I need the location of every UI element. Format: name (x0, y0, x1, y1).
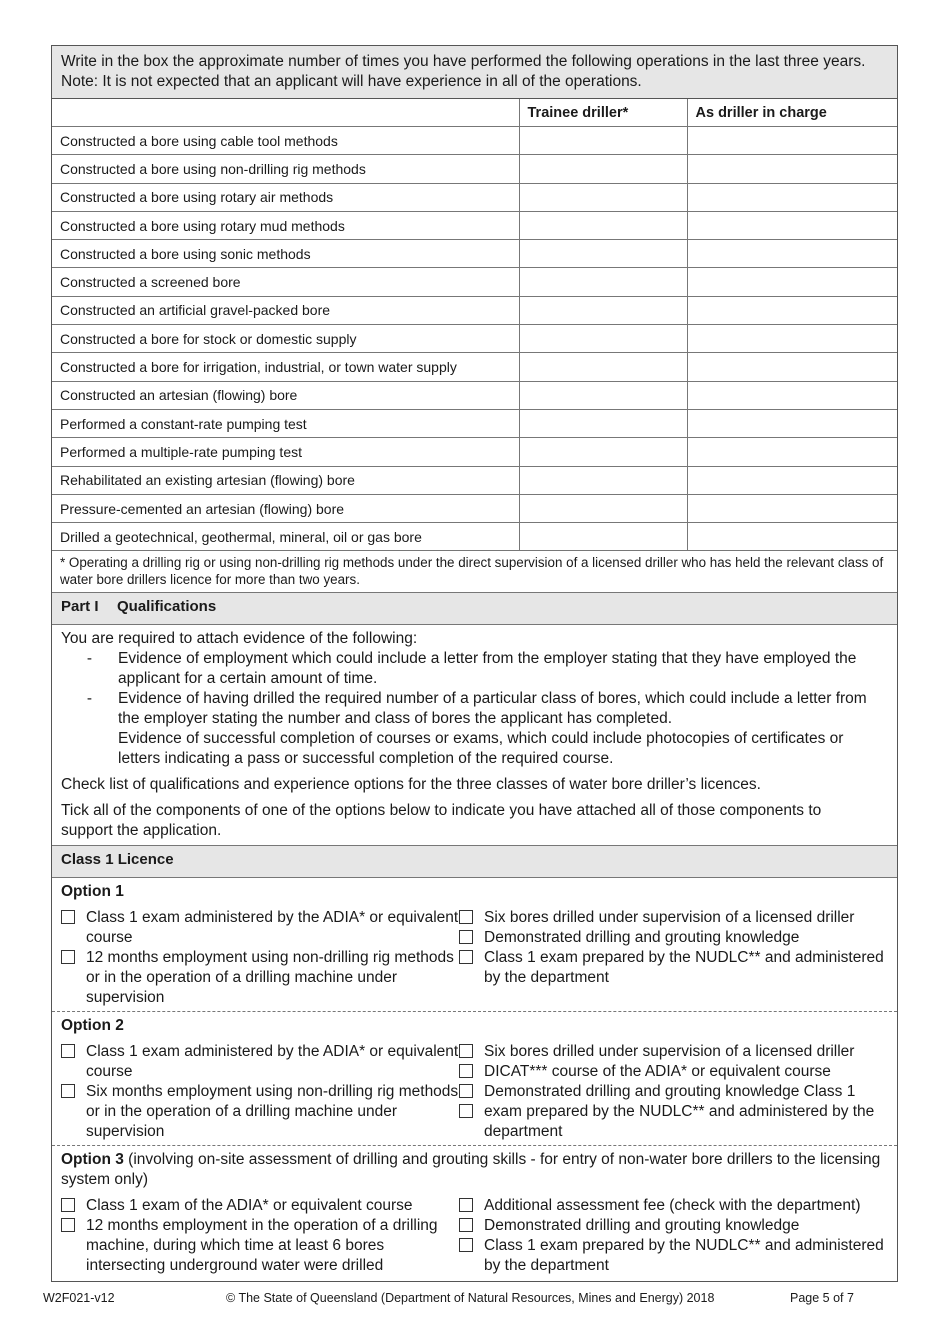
trainee-driller-count-input[interactable] (519, 155, 687, 183)
checklist-item-label: Demonstrated drilling and grouting knowledge (484, 1217, 800, 1235)
trainee-driller-count-input[interactable] (519, 268, 687, 296)
operation-label: Constructed an artificial gravel-packed bore (52, 296, 519, 324)
option-3-subtitle: (involving on-site assessment of drilling and grouting skills - for entry of non-water bore drillers to the licensing system only) (61, 1151, 881, 1189)
copyright: © The State of Queensland (Department of Natural Resources, Mines and Energy) 2018 (226, 1291, 715, 1305)
driller-in-charge-count-input[interactable] (687, 127, 897, 155)
operation-label: Constructed a bore using rotary air methods (52, 183, 519, 211)
checklist-item (61, 908, 459, 948)
trainee-driller-count-input[interactable] (519, 523, 687, 551)
table-row (52, 183, 897, 211)
checklist-item (459, 1196, 889, 1216)
part-i-header (52, 593, 897, 625)
trainee-driller-count-input[interactable] (519, 325, 687, 353)
checklist-item-label: Additional assessment fee (check with the department) (484, 1197, 861, 1215)
bullet-dash: - (86, 650, 93, 668)
driller-in-charge-count-input[interactable] (687, 381, 897, 409)
page-number: Page 5 of 7 (790, 1291, 854, 1305)
checklist-item-label: Demonstrated drilling and grouting knowledge (484, 929, 800, 947)
checklist-item-label: Six bores drilled under supervision of a licensed driller (484, 1043, 855, 1061)
checklist-item-label: Class 1 exam administered by the ADIA* or equivalent course (86, 909, 459, 947)
driller-in-charge-count-input[interactable] (687, 353, 897, 381)
trainee-driller-count-input[interactable] (519, 240, 687, 268)
driller-in-charge-count-input[interactable] (687, 155, 897, 183)
operations-table (52, 99, 897, 551)
checkbox[interactable] (459, 950, 473, 964)
bullet-dash: - (86, 690, 93, 708)
checklist-item-label: Six months employment using non-drilling rig methods or in the operation of a drilling machine under supervision (86, 1083, 459, 1141)
instructions-line-1: Write in the box the approximate number of times you have performed the following operations in the last three years. (61, 53, 866, 70)
checklist-item (61, 1042, 459, 1082)
table-row (52, 211, 897, 239)
table-row (52, 466, 897, 494)
checklist-item (61, 1082, 459, 1142)
checkbox[interactable] (61, 1084, 75, 1098)
checkbox[interactable] (459, 930, 473, 944)
checklist-item (459, 1042, 889, 1062)
driller-in-charge-count-input[interactable] (687, 325, 897, 353)
checklist-item-label: Class 1 exam of the ADIA* or equivalent course (86, 1197, 413, 1215)
checklist-item-label: Six bores drilled under supervision of a licensed driller (484, 909, 855, 927)
operation-label: Constructed a screened bore (52, 268, 519, 296)
checklist-item (459, 1216, 889, 1236)
checklist-item (459, 1236, 889, 1276)
checkbox[interactable] (61, 1218, 75, 1232)
checklist-item (459, 948, 889, 988)
form-code: W2F021-v12 (43, 1291, 115, 1305)
checklist-item (61, 1196, 459, 1216)
driller-in-charge-count-input[interactable] (687, 409, 897, 437)
checklist-item-label: Class 1 exam prepared by the NUDLC** and administered by the department (484, 1237, 884, 1275)
table-row (52, 325, 897, 353)
table-row (52, 155, 897, 183)
checklist-text: Check list of qualifications and experience options for the three classes of water bore driller’s licences. (61, 776, 761, 794)
checkbox[interactable] (459, 1084, 473, 1098)
operation-label: Constructed a bore using non-drilling rig methods (52, 155, 519, 183)
table-row (52, 381, 897, 409)
qualifications-lead: You are required to attach evidence of the following: (61, 630, 418, 648)
class-1-title: Class 1 Licence (61, 851, 174, 869)
table-row (52, 268, 897, 296)
table-row (52, 409, 897, 437)
table-row (52, 127, 897, 155)
operation-label: Constructed a bore using cable tool methods (52, 127, 519, 155)
option-1 (52, 878, 897, 1012)
option-2-title: Option 2 (61, 1017, 124, 1035)
trainee-driller-count-input[interactable] (519, 211, 687, 239)
checkbox[interactable] (459, 1218, 473, 1232)
checklist-item (61, 948, 459, 1008)
trainee-footnote: * Operating a drilling rig or using non-drilling rig methods under the direct supervision of a licensed driller who has held the relevant class of water bore drillers licence for more than two years. (52, 551, 897, 593)
evidence-bores: Evidence of having drilled the required number of a particular class of bores, which could include a letter from the employer stating the number and class of bores the applicant has completed. (118, 690, 867, 728)
part-title: Qualifications (117, 598, 217, 616)
checkbox[interactable] (459, 1104, 473, 1118)
operation-label: Constructed an artesian (flowing) bore (52, 381, 519, 409)
table-row (52, 240, 897, 268)
qualifications-body (52, 625, 897, 846)
checkbox[interactable] (459, 1064, 473, 1078)
checklist-item (459, 1102, 889, 1142)
trainee-driller-count-input[interactable] (519, 466, 687, 494)
option-3-title: Option 3 (61, 1151, 124, 1169)
checklist-item (459, 1082, 889, 1102)
list-item (61, 689, 888, 729)
list-item (61, 649, 888, 689)
operation-label: Performed a constant-rate pumping test (52, 409, 519, 437)
checkbox[interactable] (61, 910, 75, 924)
operation-header (52, 99, 519, 127)
trainee-driller-count-input[interactable] (519, 353, 687, 381)
operation-label: Constructed a bore using sonic methods (52, 240, 519, 268)
checklist-item (459, 908, 889, 928)
checklist-item-label: DICAT*** course of the ADIA* or equivalent course (484, 1063, 831, 1081)
trainee-driller-count-input[interactable] (519, 183, 687, 211)
table-row (52, 523, 897, 551)
driller-in-charge-count-input[interactable] (687, 268, 897, 296)
driller-in-charge-count-input[interactable] (687, 494, 897, 522)
instructions-line-2: Note: It is not expected that an applicant will have experience in all of the operations. (61, 73, 642, 90)
table-row (52, 438, 897, 466)
checklist-item-label: Demonstrated drilling and grouting knowledge Class 1 (484, 1083, 856, 1101)
operation-label: Performed a multiple-rate pumping test (52, 438, 519, 466)
checkbox[interactable] (459, 1198, 473, 1212)
operation-label: Constructed a bore using rotary mud methods (52, 211, 519, 239)
driller-in-charge-count-input[interactable] (687, 296, 897, 324)
tick-instructions: Tick all of the components of one of the options below to indicate you have attached all of those components to support the application. (61, 802, 822, 840)
checklist-item-label: 12 months employment in the operation of a drilling machine, during which time at least 6 bores intersecting underground water were drilled (86, 1217, 438, 1275)
evidence-courses: Evidence of successful completion of courses or exams, which could include photocopies of certificates or letters indicating a pass or successful completion of the required course. (118, 730, 844, 768)
trainee-driller-count-input[interactable] (519, 296, 687, 324)
instructions (52, 46, 897, 99)
table-header-row (52, 99, 897, 127)
driller-in-charge-count-input[interactable] (687, 183, 897, 211)
option-1-title: Option 1 (61, 883, 124, 901)
trainee-driller-count-input[interactable] (519, 494, 687, 522)
trainee-driller-count-input[interactable] (519, 409, 687, 437)
operation-label: Constructed a bore for irrigation, industrial, or town water supply (52, 353, 519, 381)
checklist-item-label: 12 months employment using non-drilling rig methods or in the operation of a drilling machine under supervision (86, 949, 454, 1007)
driller-in-charge-count-input[interactable] (687, 438, 897, 466)
table-row (52, 296, 897, 324)
checkbox[interactable] (61, 1198, 75, 1212)
checkbox[interactable] (459, 1238, 473, 1252)
checkbox[interactable] (61, 1044, 75, 1058)
checklist-item (61, 1216, 459, 1276)
operation-label: Drilled a geotechnical, geothermal, mineral, oil or gas bore (52, 523, 519, 551)
trainee-driller-count-input[interactable] (519, 381, 687, 409)
checkbox[interactable] (459, 910, 473, 924)
checkbox[interactable] (459, 1044, 473, 1058)
trainee-driller-header: Trainee driller* (519, 99, 687, 127)
driller-in-charge-count-input[interactable] (687, 240, 897, 268)
form-frame (51, 45, 898, 1282)
class-1-licence-header (52, 846, 897, 878)
checklist-item (459, 1062, 889, 1082)
table-row (52, 494, 897, 522)
trainee-driller-count-input[interactable] (519, 127, 687, 155)
operation-label: Rehabilitated an existing artesian (flowing) bore (52, 466, 519, 494)
checklist-item (459, 928, 889, 948)
checklist-item-label: Class 1 exam administered by the ADIA* or equivalent course (86, 1043, 459, 1081)
checklist-item-label: exam prepared by the NUDLC** and administered by the department (484, 1103, 875, 1141)
evidence-employment: Evidence of employment which could include a letter from the employer stating that they have employed the applicant for a certain amount of time. (118, 650, 857, 688)
trainee-driller-count-input[interactable] (519, 438, 687, 466)
driller-in-charge-count-input[interactable] (687, 466, 897, 494)
operation-label: Constructed a bore for stock or domestic supply (52, 325, 519, 353)
operation-label: Pressure-cemented an artesian (flowing) bore (52, 494, 519, 522)
driller-in-charge-count-input[interactable] (687, 211, 897, 239)
part-label: Part I (61, 598, 99, 616)
checklist-item-label: Class 1 exam prepared by the NUDLC** and administered by the department (484, 949, 884, 987)
option-2 (52, 1012, 897, 1146)
option-3 (52, 1146, 897, 1281)
driller-in-charge-count-input[interactable] (687, 523, 897, 551)
driller-in-charge-header: As driller in charge (687, 99, 897, 127)
table-row (52, 353, 897, 381)
checkbox[interactable] (61, 950, 75, 964)
